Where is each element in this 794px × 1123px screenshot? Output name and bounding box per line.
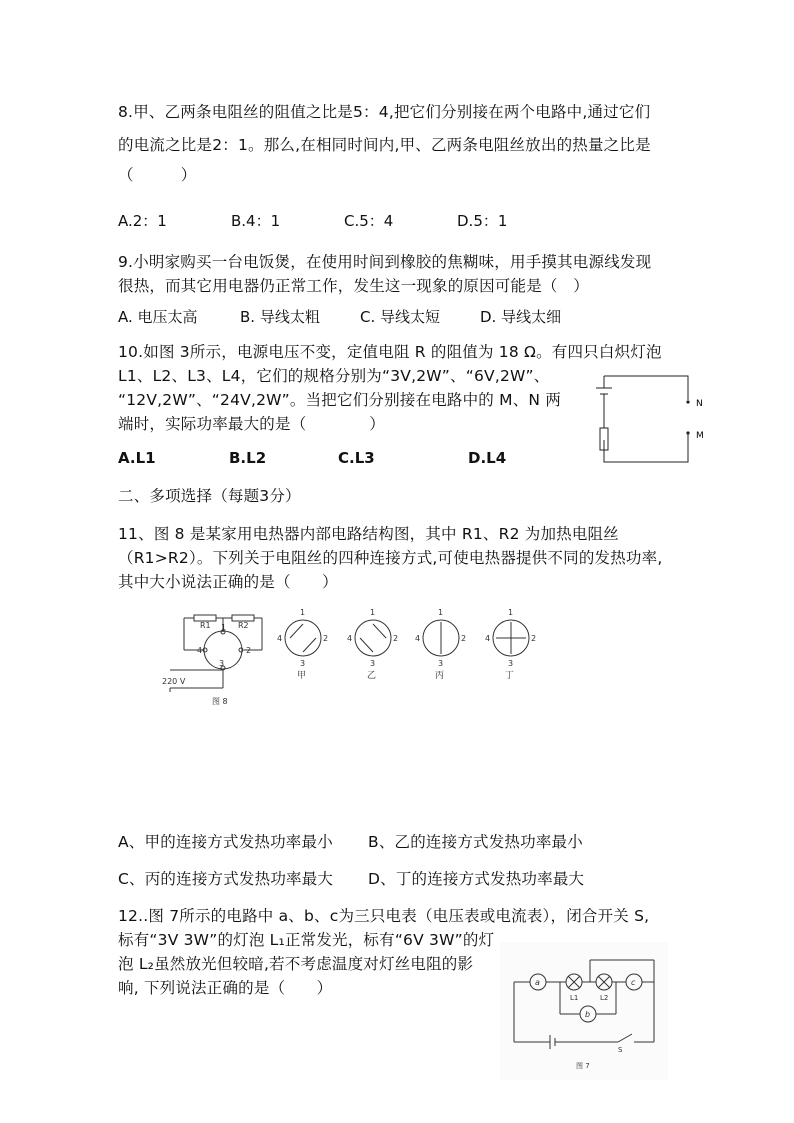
dial-yi-label: 乙 xyxy=(367,671,377,681)
dial-ding-label: 丁 xyxy=(505,671,515,681)
bing-terminal-2: 2 xyxy=(461,634,467,643)
switch-s-label: S xyxy=(618,1046,623,1054)
q9-option-a: A. 电压太高 xyxy=(118,308,198,326)
q10-option-a: A.L1 xyxy=(118,449,156,467)
q8-line1: 8.甲、乙两条电阻丝的阻值之比是5：4,把它们分别接在两个电路中,通过它们 xyxy=(118,103,651,121)
meter-b-label: b xyxy=(585,1010,591,1019)
q8-bracket: （ ） xyxy=(118,166,197,184)
q11-line3: 其中大小说法正确的是（ ） xyxy=(118,573,338,591)
terminal-3-label: 3 xyxy=(219,659,225,668)
yi-terminal-4: 4 xyxy=(347,634,353,643)
figure-8-circuit xyxy=(160,606,550,712)
q12-line3: 泡 L₂虽然放光但较暗,若不考虑温度对灯丝电阻的影 xyxy=(118,955,474,973)
q11-option-c: C、丙的连接方式发热功率最大 xyxy=(118,870,334,888)
dial-jia-label: 甲 xyxy=(297,671,307,681)
yi-terminal-3: 3 xyxy=(370,659,376,668)
yi-terminal-2: 2 xyxy=(393,634,399,643)
q8-option-a: A.2：1 xyxy=(118,212,167,230)
jia-terminal-3: 3 xyxy=(300,659,306,668)
q11-line1: 11、图 8 是某家用电热器内部电路结构图，其中 R1、R2 为加热电阻丝 xyxy=(118,525,619,543)
lamp-l2-label: L2 xyxy=(600,994,609,1002)
terminal-n-label: N xyxy=(696,399,703,409)
r1-label: R1 xyxy=(200,621,211,630)
q8-option-b: B.4：1 xyxy=(231,212,281,230)
q9-line1: 9.小明家购买一台电饭煲，在使用时间到橡胶的焦糊味，用手摸其电源线发现 xyxy=(118,253,652,271)
jia-terminal-1: 1 xyxy=(300,608,306,617)
section-2-title: 二、多项选择（每题3分） xyxy=(118,487,301,505)
meter-c-label: c xyxy=(631,978,636,987)
figure-7-circuit xyxy=(500,942,668,1080)
q9-option-d: D. 导线太细 xyxy=(480,308,562,326)
q10-option-b: B.L2 xyxy=(229,449,267,467)
terminal-1-label: 1 xyxy=(221,623,227,632)
q10-line3: “12V,2W”、“24V,2W”。当把它们分别接在电路中的 M、N 两 xyxy=(118,391,562,409)
q11-line2: （R1>R2）。下列关于电阻丝的四种连接方式,可使电热器提供不同的发热功率, xyxy=(118,549,663,567)
terminal-m-label: M xyxy=(696,431,704,441)
figure-7-caption: 图 7 xyxy=(576,1062,590,1070)
q9-line2: 很热，而其它用电器仍正常工作，发生这一现象的原因可能是（ ） xyxy=(118,277,590,295)
dial-bing-label: 丙 xyxy=(435,671,445,681)
q11-option-d: D、丁的连接方式发热功率最大 xyxy=(368,870,585,888)
q10-line4: 端时，实际功率最大的是（ ） xyxy=(118,415,385,433)
voltage-label: 220 V xyxy=(162,677,186,686)
q11-option-a: A、甲的连接方式发热功率最小 xyxy=(118,833,333,851)
q12-line1: 12..图 7所示的电路中 a、b、c为三只电表（电压表或电流表），闭合开关 S, xyxy=(118,907,650,925)
bing-terminal-4: 4 xyxy=(415,634,421,643)
q8-option-d: D.5：1 xyxy=(457,212,508,230)
jia-terminal-2: 2 xyxy=(323,634,329,643)
ding-terminal-3: 3 xyxy=(508,659,514,668)
terminal-4-label: 4 xyxy=(197,646,203,655)
q10-option-d: D.L4 xyxy=(468,449,507,467)
figure-3-circuit xyxy=(580,370,720,470)
bing-terminal-3: 3 xyxy=(438,659,444,668)
q10-option-c: C.L3 xyxy=(338,449,375,467)
q12-line4: 响, 下列说法正确的是（ ） xyxy=(118,979,333,997)
yi-terminal-1: 1 xyxy=(370,608,376,617)
q8-line2: 的电流之比是2：1。那么,在相同时间内,甲、乙两条电阻丝放出的热量之比是 xyxy=(118,136,651,154)
q9-option-b: B. 导线太粗 xyxy=(240,308,320,326)
ding-terminal-1: 1 xyxy=(508,608,514,617)
q8-option-c: C.5：4 xyxy=(344,212,394,230)
q11-option-b: B、乙的连接方式发热功率最小 xyxy=(368,833,583,851)
meter-a-label: a xyxy=(535,978,540,987)
jia-terminal-4: 4 xyxy=(277,634,283,643)
lamp-l1-label: L1 xyxy=(570,994,579,1002)
q10-line1: 10.如图 3所示，电源电压不变，定值电阻 R 的阻值为 18 Ω。有四只白炽灯泡 xyxy=(118,343,662,361)
q10-line2: L1、L2、L3、L4，它们的规格分别为“3V,2W”、“6V,2W”、 xyxy=(118,367,550,385)
r2-label: R2 xyxy=(238,621,249,630)
ding-terminal-2: 2 xyxy=(531,634,537,643)
figure-8-caption: 图 8 xyxy=(212,697,228,706)
terminal-2-label: 2 xyxy=(246,646,252,655)
bing-terminal-1: 1 xyxy=(438,608,444,617)
ding-terminal-4: 4 xyxy=(485,634,491,643)
q12-line2: 标有“3V 3W”的灯泡 L₁正常发光，标有“6V 3W”的灯 xyxy=(118,931,495,949)
q9-option-c: C. 导线太短 xyxy=(360,308,441,326)
